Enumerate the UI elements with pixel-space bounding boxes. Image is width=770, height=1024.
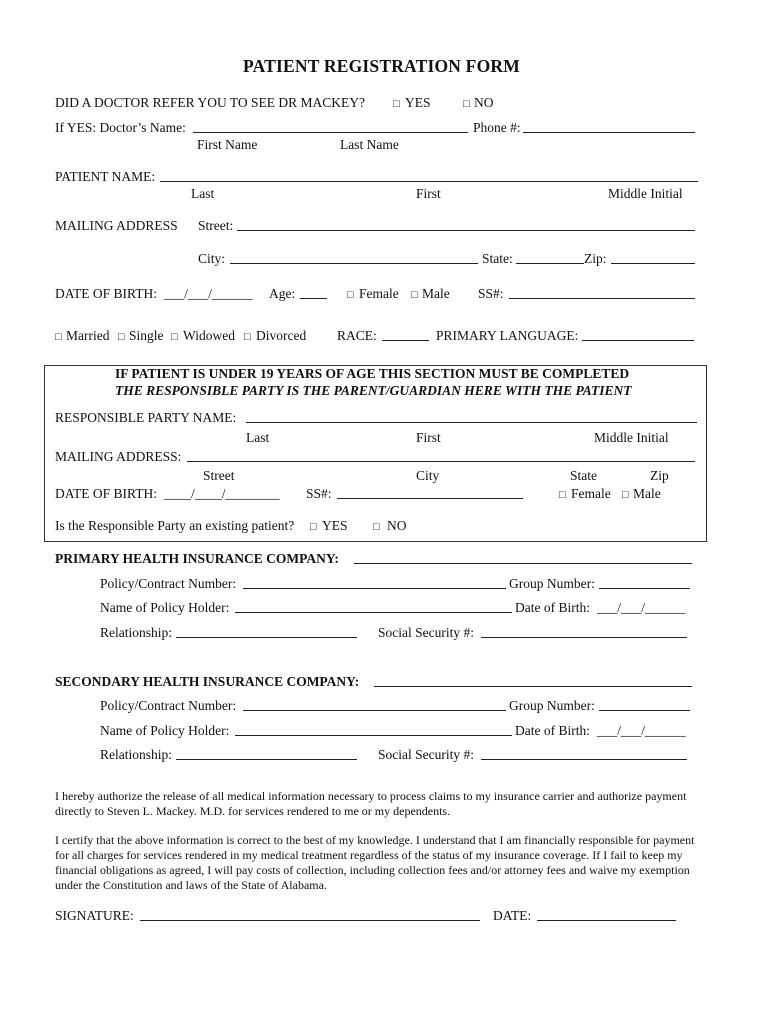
referral-yes-label: YES bbox=[405, 95, 431, 110]
responsible-mailing-label: MAILING ADDRESS: bbox=[55, 449, 182, 464]
patient-ss-field[interactable] bbox=[509, 298, 695, 299]
responsible-last-caption: Last bbox=[246, 430, 270, 445]
primary-holder-field[interactable] bbox=[235, 612, 512, 613]
primary-relationship-label: Relationship: bbox=[100, 625, 172, 640]
responsible-dob-label: DATE OF BIRTH: bbox=[55, 486, 157, 501]
responsible-male-label: Male bbox=[633, 486, 661, 501]
patient-female-label: Female bbox=[359, 286, 399, 301]
primary-insurance-heading: PRIMARY HEALTH INSURANCE COMPANY: bbox=[55, 551, 339, 566]
responsible-dob-field[interactable]: ____/____/________ bbox=[164, 486, 280, 501]
doctor-name-field[interactable] bbox=[193, 132, 468, 133]
date-label: DATE: bbox=[493, 908, 532, 923]
married-checkbox[interactable]: □ bbox=[55, 331, 62, 343]
referral-yes-checkbox[interactable]: □ bbox=[393, 98, 400, 110]
single-label: Single bbox=[129, 328, 164, 343]
divorced-label: Divorced bbox=[256, 328, 307, 343]
primary-insurance-company-field[interactable] bbox=[354, 563, 692, 564]
widowed-checkbox[interactable]: □ bbox=[171, 331, 178, 343]
existing-no-label: NO bbox=[387, 518, 407, 533]
referral-no-label: NO bbox=[474, 95, 494, 110]
signature-field[interactable] bbox=[140, 920, 480, 921]
primary-holder-dob-label: Date of Birth: bbox=[515, 600, 590, 615]
widowed-label: Widowed bbox=[183, 328, 235, 343]
patient-dob-label: DATE OF BIRTH: bbox=[55, 286, 157, 301]
date-field[interactable] bbox=[537, 920, 676, 921]
primary-language-field[interactable] bbox=[582, 340, 694, 341]
primary-policy-field[interactable] bbox=[243, 588, 506, 589]
patient-state-field[interactable] bbox=[516, 263, 584, 264]
patient-name-field[interactable] bbox=[160, 181, 698, 182]
married-label: Married bbox=[66, 328, 110, 343]
secondary-ss-label: Social Security #: bbox=[378, 747, 474, 762]
patient-age-label: Age: bbox=[269, 286, 296, 301]
patient-dob-field[interactable]: ___/___/______ bbox=[164, 286, 253, 301]
secondary-holder-label: Name of Policy Holder: bbox=[100, 723, 230, 738]
secondary-insurance-heading: SECONDARY HEALTH INSURANCE COMPANY: bbox=[55, 674, 360, 689]
primary-ss-label: Social Security #: bbox=[378, 625, 474, 640]
patient-middle-caption: Middle Initial bbox=[608, 186, 683, 201]
divorced-checkbox[interactable]: □ bbox=[244, 331, 251, 343]
minor-heading: IF PATIENT IS UNDER 19 YEARS OF AGE THIS SECTION MUST BE COMPLETED bbox=[115, 366, 630, 381]
primary-language-label: PRIMARY LANGUAGE: bbox=[436, 328, 579, 343]
responsible-ss-label: SS#: bbox=[306, 486, 332, 501]
secondary-policy-label: Policy/Contract Number: bbox=[100, 698, 237, 713]
referral-question: DID A DOCTOR REFER YOU TO SEE DR MACKEY? bbox=[55, 95, 366, 110]
doctor-first-name-caption: First Name bbox=[197, 137, 258, 152]
patient-male-checkbox[interactable]: □ bbox=[411, 289, 418, 301]
secondary-holder-dob-label: Date of Birth: bbox=[515, 723, 590, 738]
secondary-insurance-company-field[interactable] bbox=[374, 686, 692, 687]
patient-street-label: Street: bbox=[198, 218, 234, 233]
existing-yes-checkbox[interactable]: □ bbox=[310, 521, 317, 533]
patient-age-field[interactable] bbox=[300, 298, 327, 299]
doctor-phone-label: Phone #: bbox=[473, 120, 521, 135]
referral-no-checkbox[interactable]: □ bbox=[463, 98, 470, 110]
secondary-relationship-label: Relationship: bbox=[100, 747, 172, 762]
patient-male-label: Male bbox=[422, 286, 450, 301]
patient-zip-label: Zip: bbox=[584, 251, 607, 266]
responsible-state-caption: State bbox=[570, 468, 597, 483]
form-title: PATIENT REGISTRATION FORM bbox=[243, 56, 520, 76]
secondary-policy-field[interactable] bbox=[243, 710, 506, 711]
secondary-holder-field[interactable] bbox=[235, 735, 512, 736]
primary-policy-label: Policy/Contract Number: bbox=[100, 576, 237, 591]
single-checkbox[interactable]: □ bbox=[118, 331, 125, 343]
patient-state-label: State: bbox=[482, 251, 513, 266]
responsible-zip-caption: Zip bbox=[650, 468, 669, 483]
existing-yes-label: YES bbox=[322, 518, 348, 533]
patient-zip-field[interactable] bbox=[611, 263, 695, 264]
responsible-middle-caption: Middle Initial bbox=[594, 430, 669, 445]
minor-subheading: THE RESPONSIBLE PARTY IS THE PARENT/GUARDIAN HERE WITH THE PATIENT bbox=[115, 383, 632, 398]
existing-no-checkbox[interactable]: □ bbox=[373, 521, 380, 533]
responsible-first-caption: First bbox=[416, 430, 441, 445]
existing-patient-question: Is the Responsible Party an existing patient? bbox=[55, 518, 295, 533]
doctor-name-label: If YES: Doctor’s Name: bbox=[55, 120, 186, 135]
secondary-group-label: Group Number: bbox=[509, 698, 595, 713]
doctor-phone-field[interactable] bbox=[523, 132, 695, 133]
authorization-paragraph: I hereby authorize the release of all medical information necessary to process claims to my insurance carrier and authorize payment directly to Steven L. Mackey. M.D. for services rendered to me or my dependents. bbox=[55, 789, 687, 818]
patient-mailing-label: MAILING ADDRESS bbox=[55, 218, 178, 233]
primary-relationship-field[interactable] bbox=[176, 637, 357, 638]
patient-city-field[interactable] bbox=[230, 263, 478, 264]
responsible-name-label: RESPONSIBLE PARTY NAME: bbox=[55, 410, 237, 425]
patient-last-caption: Last bbox=[191, 186, 215, 201]
patient-name-label: PATIENT NAME: bbox=[55, 169, 156, 184]
primary-holder-dob-field[interactable]: ___/___/______ bbox=[597, 600, 686, 615]
responsible-name-field[interactable] bbox=[246, 422, 697, 423]
primary-holder-label: Name of Policy Holder: bbox=[100, 600, 230, 615]
responsible-female-checkbox[interactable]: □ bbox=[559, 489, 566, 501]
doctor-last-name-caption: Last Name bbox=[340, 137, 399, 152]
signature-label: SIGNATURE: bbox=[55, 908, 134, 923]
primary-ss-field[interactable] bbox=[481, 637, 687, 638]
secondary-relationship-field[interactable] bbox=[176, 759, 357, 760]
responsible-street-caption: Street bbox=[203, 468, 235, 483]
responsible-mailing-field[interactable] bbox=[187, 461, 695, 462]
responsible-male-checkbox[interactable]: □ bbox=[622, 489, 629, 501]
patient-first-caption: First bbox=[416, 186, 441, 201]
primary-group-field[interactable] bbox=[599, 588, 690, 589]
patient-city-label: City: bbox=[198, 251, 226, 266]
responsible-female-label: Female bbox=[571, 486, 611, 501]
secondary-group-field[interactable] bbox=[599, 710, 690, 711]
secondary-holder-dob-field[interactable]: ___/___/______ bbox=[597, 723, 686, 738]
responsible-city-caption: City bbox=[416, 468, 440, 483]
race-field[interactable] bbox=[382, 340, 429, 341]
race-label: RACE: bbox=[337, 328, 377, 343]
secondary-ss-field[interactable] bbox=[481, 759, 687, 760]
certification-paragraph: I certify that the above information is correct to the best of my knowledge. I understand that I am financially responsible for payment for all charges for services rendered in my medical treatment regardless of the status of my insurance coverage. If I fail to keep my financial obligations as agreed, I will pay costs of collection, including collection fees and/or attorney fees and waive my exemption under the Constitution and laws of the State of Alabama. bbox=[55, 833, 695, 892]
primary-group-label: Group Number: bbox=[509, 576, 595, 591]
patient-ss-label: SS#: bbox=[478, 286, 504, 301]
patient-female-checkbox[interactable]: □ bbox=[347, 289, 354, 301]
patient-street-field[interactable] bbox=[237, 230, 695, 231]
responsible-ss-field[interactable] bbox=[337, 498, 523, 499]
